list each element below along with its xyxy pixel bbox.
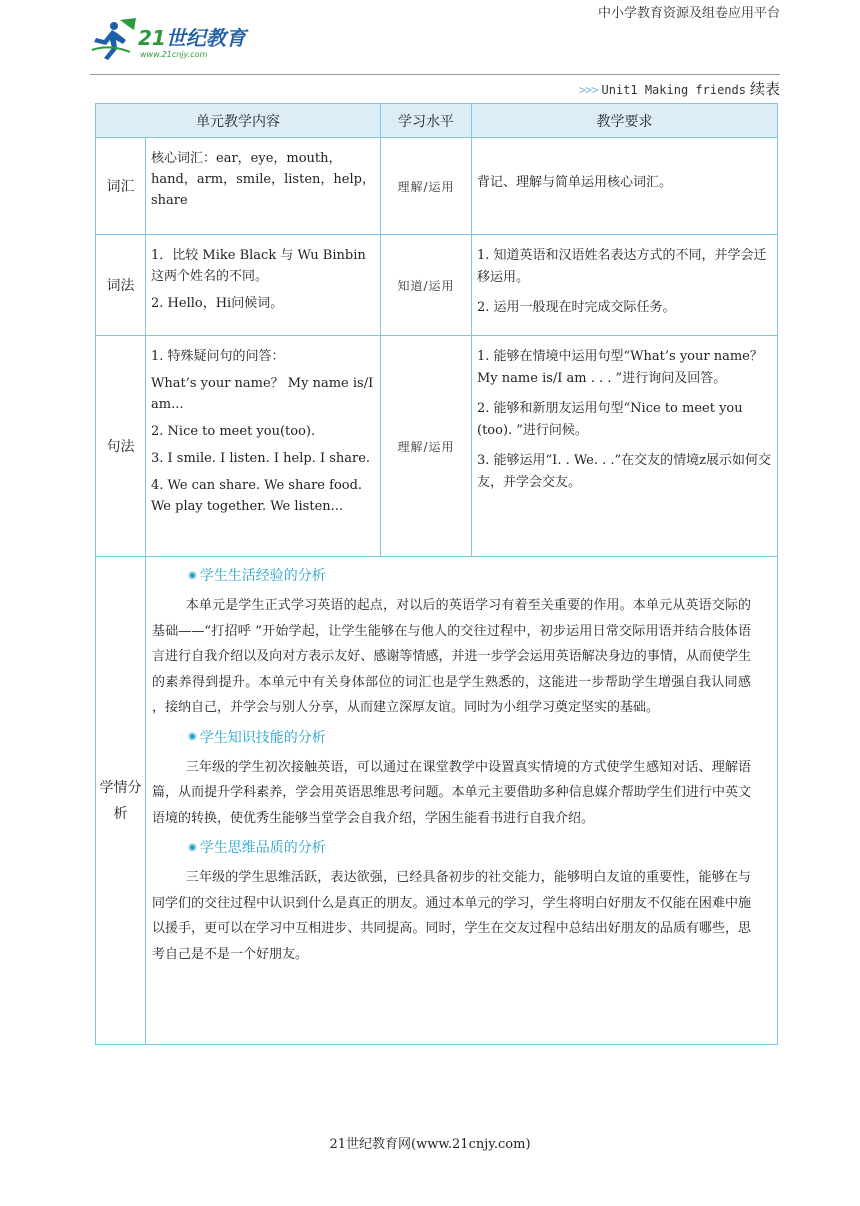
category-cell: 词汇	[96, 138, 146, 235]
requirement-line: 2. 运用一般现在时完成交际任务。	[477, 300, 676, 315]
section-heading: ◉ 学生知识技能的分析	[188, 729, 326, 746]
logo-wordmark: 21世纪教育	[138, 26, 246, 50]
section-paragraph: 三年级的学生思维活跃，表达欲强，已经具备初步的社交能力，能够明白友谊的重要性，能够在与同学们的交往过程中认识到什么是真正的朋友。通过本单元的学习，学生将明白好朋友不仅能在困难中施以援手，更可以在学习中互相进步、共同提高。同时，学生在交友过程中总结出好朋友的品质有哪些，思考自己是不是一个好朋友。	[152, 870, 751, 962]
teaching-content-table	[95, 103, 778, 1045]
category-cell: 句法	[96, 336, 146, 557]
logo	[90, 18, 250, 68]
content-cell	[146, 235, 381, 336]
column-header-requirements: 教学要求	[472, 104, 778, 138]
section-heading: ◉ 学生思维品质的分析	[188, 840, 326, 856]
requirements-cell	[472, 138, 778, 235]
runner-logo-icon	[90, 18, 138, 62]
analysis-cell	[146, 557, 778, 1045]
requirement-line: 2. 能够和新朋友运用句型“Nice to meet you (too). ”进行问候。	[477, 401, 743, 438]
page-footer: 21世纪教育网(www.21cnjy.com)	[329, 1137, 531, 1152]
unit-label	[579, 78, 780, 99]
requirement-line: 背记、理解与简单运用核心词汇。	[477, 175, 673, 190]
level-cell: 理解/运用	[381, 138, 472, 235]
column-header-level: 学习水平	[381, 104, 472, 138]
category-cell: 学情分析	[96, 557, 146, 1045]
unit-arrows: >>>	[578, 83, 598, 97]
column-header-content: 单元教学内容	[96, 104, 381, 138]
section-paragraph: 本单元是学生正式学习英语的起点，对以后的英语学习有着至关重要的作用。本单元从英语交际的基础——“打招呼 ”开始学起，让学生能够在与他人的交往过程中，初步运用日常交际用语并结合肢体语言进行自我介绍以及向对方表示友好、感谢等情感，并进一步学会运用英语解决身边的事情，从而使学生的素养得到提升。本单元中有关身体部位的词汇也是学生熟悉的，这能进一步帮助学生增强自我认同感 ，接纳自己，并学会与别人分享，从而建立深厚友谊。同时为小组学习奠定坚实的基础。	[152, 598, 751, 715]
level-cell: 知道/运用	[381, 235, 472, 336]
bullet-icon: ◉	[188, 731, 197, 742]
requirement-line: 1. 知道英语和汉语姓名表达方式的不同，并学会迁移运用。	[477, 248, 767, 285]
requirement-line: 1. 能够在情境中运用句型“What’s your name？My name is/I am . . . ”进行询问及回答。	[477, 349, 763, 386]
table-row-morphology	[96, 235, 778, 336]
table-row-vocabulary	[96, 138, 778, 235]
section-heading: ◉ 学生生活经验的分析	[188, 568, 326, 584]
unit-title: Unit1 Making friends	[601, 83, 746, 97]
logo-url: www.21cnjy.com	[140, 50, 208, 59]
bullet-icon: ◉	[188, 569, 197, 581]
content-line: 1．比较 Mike Black 与 Wu Binbin这两个姓名的不同。	[151, 248, 366, 284]
content-line: 核心词汇：ear，eye，mouth，hand，arm，smile，listen，help，share	[151, 151, 375, 208]
table-row-syntax	[96, 336, 778, 557]
requirement-line: 3. 能够运用“I. . We. . .”在交友的情境z展示如何交友，并学会交友。	[477, 453, 771, 490]
table-row-analysis	[96, 557, 778, 1045]
continued-label: 续表	[749, 80, 780, 98]
bullet-icon: ◉	[188, 841, 197, 853]
platform-name: 中小学教育资源及组卷应用平台	[597, 6, 780, 21]
content-line: 2. Hello，Hi问候词。	[151, 296, 284, 311]
category-cell: 词法	[96, 235, 146, 336]
section-paragraph: 三年级的学生初次接触英语，可以通过在课堂教学中设置真实情境的方式使学生感知对话、理解语篇，从而提升学科素养，学会用英语思维思考问题。本单元主要借助多种信息媒介帮助学生们进行中英文语境的转换，使优秀生能够当堂学会自我介绍，学困生能看书进行自我介绍。	[152, 759, 751, 826]
level-cell: 理解/运用	[381, 336, 472, 557]
content-line: 3. I smile. I listen. I help. I share.	[151, 451, 371, 466]
requirements-cell	[472, 336, 778, 557]
content-line: What’s your name？ My name is/I am...	[151, 376, 374, 412]
requirements-cell	[472, 235, 778, 336]
content-line: 1. 特殊疑问句的问答：	[151, 349, 285, 364]
content-cell	[146, 138, 381, 235]
header-divider	[90, 74, 780, 75]
content-cell	[146, 336, 381, 557]
table-header-row	[96, 104, 778, 138]
content-line: 4. We can share. We share food. We play together. We listen...	[151, 478, 363, 514]
content-line: 2. Nice to meet you(too).	[151, 424, 316, 439]
